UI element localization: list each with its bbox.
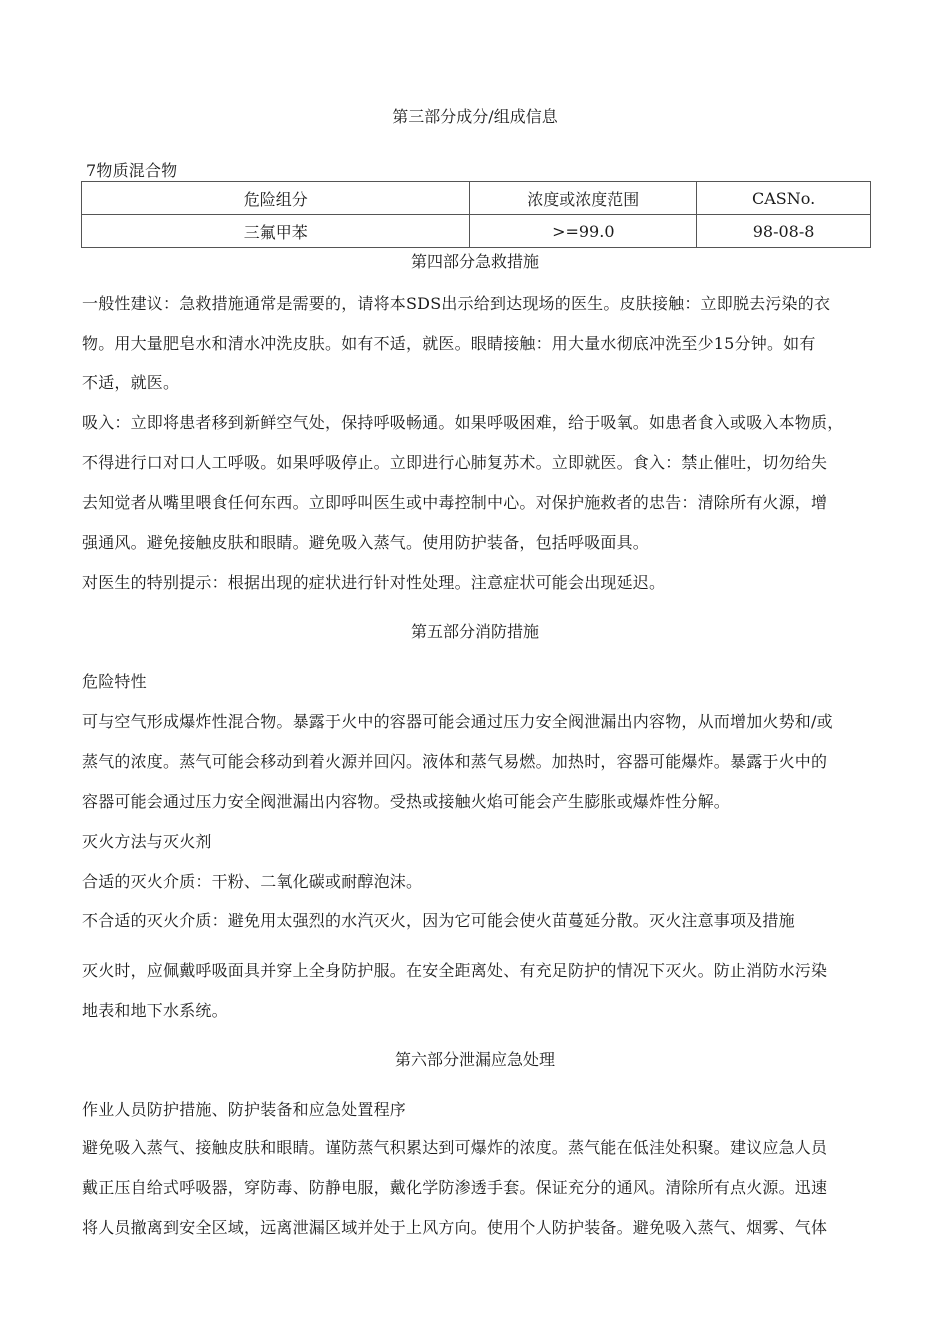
paragraph-line: 对医生的特别提示：根据出现的症状进行针对性处理。注意症状可能会出现延迟。 xyxy=(82,573,666,592)
section6-title: 第六部分泄漏应急处理 xyxy=(394,1050,555,1069)
paragraph-line: 戴正压自给式呼吸器，穿防毒、防静电服，戴化学防渗透手套。保证充分的通风。清除所有点火源。迅速 xyxy=(82,1178,828,1197)
section3-title: 第三部分成分/组成信息 xyxy=(392,107,558,126)
paragraph-line: 物。用大量肥皂水和清水冲洗皮肤。如有不适，就医。眼睛接触：用大量水彻底冲洗至少15分钟。如有 xyxy=(82,334,816,353)
paragraph-line: 去知觉者从嘴里喂食任何东西。立即呼叫医生或中毒控制中心。对保护施救者的忠告：清除所有火源，增 xyxy=(82,493,828,512)
paragraph-line: 强通风。避免接触皮肤和眼睛。避免吸入蒸气。使用防护装备，包括呼吸面具。 xyxy=(82,533,650,552)
section5-title: 第五部分消防措施 xyxy=(410,622,539,641)
table-header-cell: 浓度或浓度范围 xyxy=(470,182,697,215)
table-row xyxy=(82,215,871,248)
table-header-row xyxy=(82,182,871,215)
subheading: 灭火方法与灭火剂 xyxy=(82,832,212,851)
table-cell: >=99.0 xyxy=(470,215,697,248)
paragraph-line: 一般性建议：急救措施通常是需要的，请将本SDS出示给到达现场的医生。皮肤接触：立即脱去污染的衣 xyxy=(82,294,831,313)
table-cell: 三氟甲苯 xyxy=(82,215,470,248)
subheading: 作业人员防护措施、防护装备和应急处置程序 xyxy=(82,1100,407,1119)
section4-title: 第四部分急救措施 xyxy=(410,252,539,271)
paragraph-line: 不适，就医。 xyxy=(82,373,180,392)
table-header-cell: CASNo. xyxy=(697,182,871,215)
paragraph-line: 将人员撤离到安全区域，远离泄漏区域并处于上风方向。使用个人防护装备。避免吸入蒸气、烟雾、气体 xyxy=(82,1218,828,1237)
paragraph-line: 蒸气的浓度。蒸气可能会移动到着火源并回闪。液体和蒸气易燃。加热时，容器可能爆炸。暴露于火中的 xyxy=(82,752,828,771)
paragraph-line: 灭火时，应佩戴呼吸面具并穿上全身防护服。在安全距离处、有充足防护的情况下灭火。防止消防水污染 xyxy=(82,961,828,980)
paragraph-line: 不合适的灭火介质：避免用太强烈的水汽灭火，因为它可能会使火苗蔓延分散。灭火注意事项及措施 xyxy=(82,911,795,930)
subheading: 危险特性 xyxy=(82,672,147,691)
paragraph-line: 可与空气形成爆炸性混合物。暴露于火中的容器可能会通过压力安全阀泄漏出内容物，从而增加火势和/或 xyxy=(82,712,833,731)
paragraph-line: 吸入：立即将患者移到新鲜空气处，保持呼吸畅通。如果呼吸困难，给于吸氧。如患者食入或吸入本物质， xyxy=(82,413,844,432)
paragraph-line: 不得进行口对口人工呼吸。如果呼吸停止。立即进行心肺复苏术。立即就医。食入：禁止催吐，切勿给失 xyxy=(82,453,828,472)
table-header-cell: 危险组分 xyxy=(82,182,470,215)
paragraph-line: 地表和地下水系统。 xyxy=(82,1001,228,1020)
paragraph-line: 避免吸入蒸气、接触皮肤和眼睛。谨防蒸气积累达到可爆炸的浓度。蒸气能在低洼处积聚。建议应急人员 xyxy=(82,1138,828,1157)
composition-table xyxy=(81,181,871,248)
table-cell: 98-08-8 xyxy=(697,215,871,248)
paragraph-line: 合适的灭火介质：干粉、二氧化碳或耐醇泡沫。 xyxy=(82,872,423,891)
mixture-label: 7物质混合物 xyxy=(86,161,178,180)
paragraph-line: 容器可能会通过压力安全阀泄漏出内容物。受热或接触火焰可能会产生膨胀或爆炸性分解。 xyxy=(82,792,731,811)
